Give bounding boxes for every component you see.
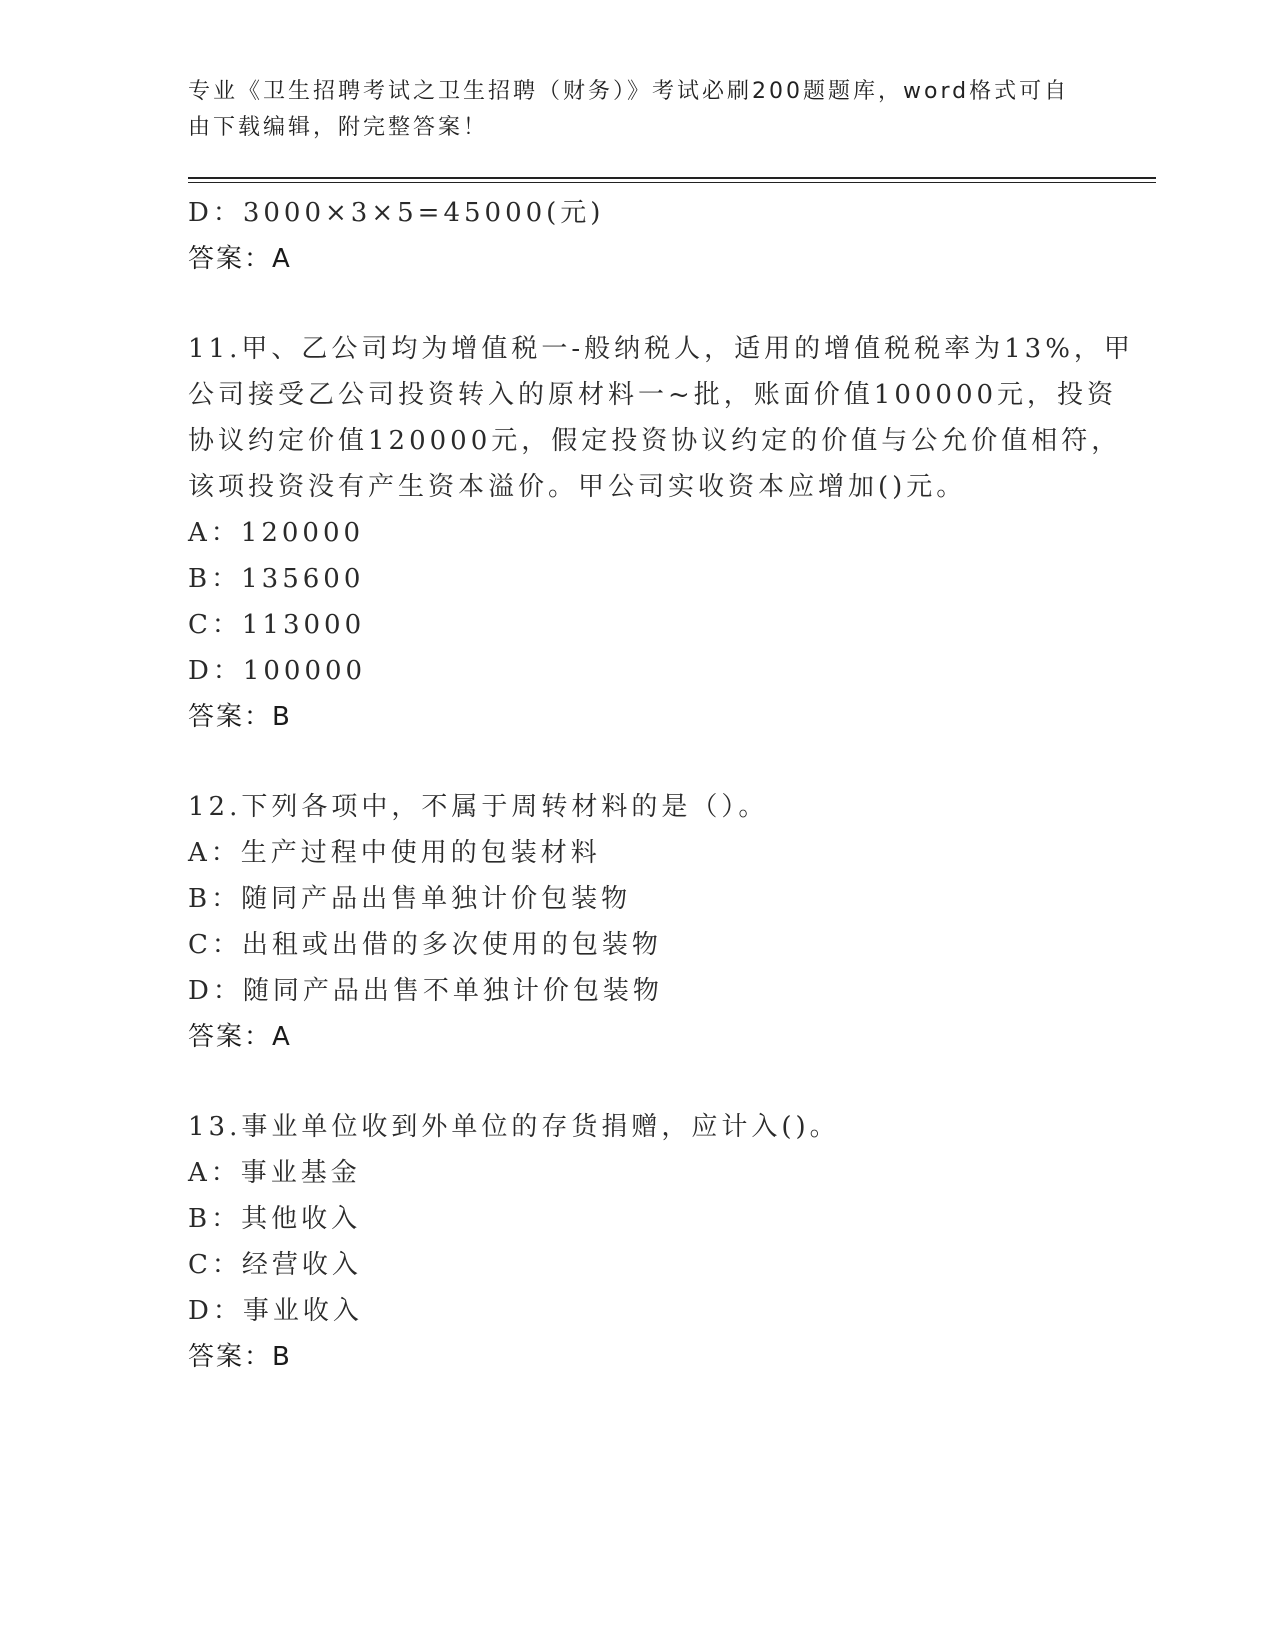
option-c: C：113000 xyxy=(188,610,366,640)
option-d: D：3000×3×5=45000(元) xyxy=(188,198,605,228)
question-stem-line: 公司接受乙公司投资转入的原材料一~批，账面价值100000元，投资 xyxy=(188,380,1118,410)
question-12 xyxy=(188,784,1088,1060)
question-13 xyxy=(188,1104,1088,1380)
header-title-line-2: 由下载编辑，附完整答案！ xyxy=(188,115,489,140)
question-stem-line: 协议约定价值120000元，假定投资协议约定的价值与公允价值相符， xyxy=(188,426,1122,456)
question-stem-line: 13.事业单位收到外单位的存货捐赠，应计入()。 xyxy=(188,1112,840,1142)
answer: 答案：A xyxy=(188,1022,292,1052)
option-b: B：随同产品出售单独计价包装物 xyxy=(188,884,632,914)
answer: 答案：B xyxy=(188,1342,292,1372)
answer: 答案：A xyxy=(188,244,292,274)
option-b: B：其他收入 xyxy=(188,1204,362,1234)
option-d: D：100000 xyxy=(188,656,367,686)
answer: 答案：B xyxy=(188,702,292,732)
question-list xyxy=(188,190,1134,1380)
question-stem-line: 12.下列各项中，不属于周转材料的是（）。 xyxy=(188,792,769,822)
option-d: D：事业收入 xyxy=(188,1296,363,1326)
option-c: C：出租或出借的多次使用的包装物 xyxy=(188,930,662,960)
option-a: A：生产过程中使用的包装材料 xyxy=(188,838,601,868)
question-11 xyxy=(188,326,1134,740)
option-c: C：经营收入 xyxy=(188,1250,362,1280)
question-stem-line: 11.甲、乙公司均为增值税一-般纳税人，适用的增值税税率为13%，甲 xyxy=(188,334,1134,364)
header-title-line-1: 专业《卫生招聘考试之卫生招聘（财务）》考试必刷200题题库，word格式可自 xyxy=(188,79,1070,104)
header-divider-thick xyxy=(188,177,1156,179)
prev-question-tail xyxy=(188,190,1088,282)
option-d: D：随同产品出售不单独计价包装物 xyxy=(188,976,663,1006)
document-header xyxy=(188,74,1078,146)
option-b: B：135600 xyxy=(188,564,365,594)
option-a: A：120000 xyxy=(188,518,365,548)
question-stem-line: 该项投资没有产生资本溢价。甲公司实收资本应增加()元。 xyxy=(188,472,967,502)
option-a: A：事业基金 xyxy=(188,1158,361,1188)
header-divider-thin xyxy=(188,182,1156,183)
